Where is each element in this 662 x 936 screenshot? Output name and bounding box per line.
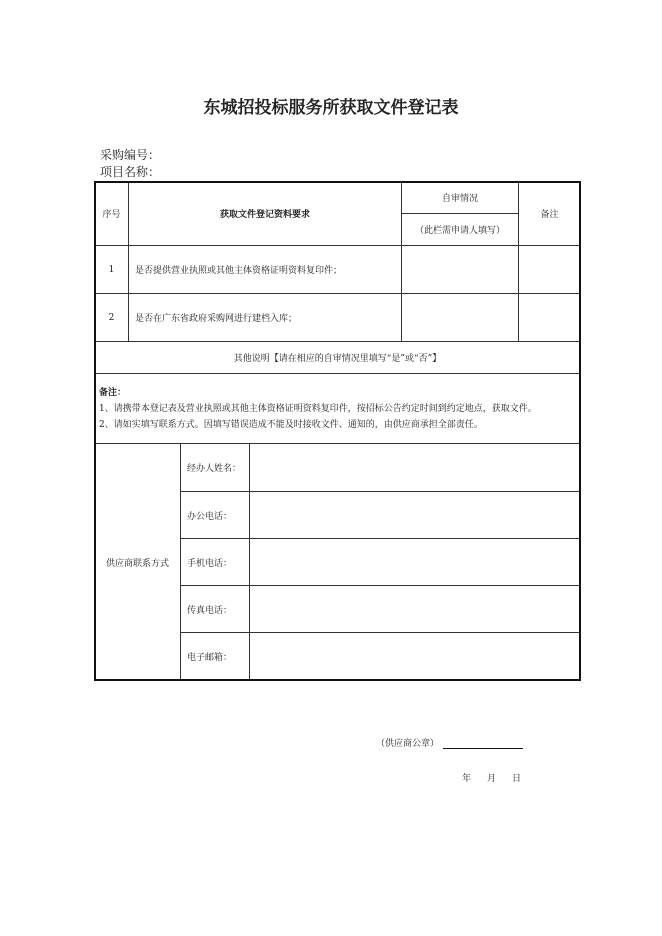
- date-month: 月: [487, 774, 497, 784]
- contact-label: 供应商联系方式: [94, 443, 181, 681]
- notes-section: [94, 373, 581, 444]
- header-no: 序号: [94, 181, 129, 246]
- contact-field-label: 手机电话：: [180, 538, 250, 586]
- contact-field-label: 办公电话：: [180, 491, 250, 539]
- remark-input[interactable]: [518, 293, 581, 342]
- note-item: 2、请如实填写联系方式。因填写错误造成不能及时接收文件、通知的，由供应商承担全部责任。: [99, 419, 483, 430]
- note-item: 1、请携带本登记表及营业执照或其他主体资格证明资料复印件，按招标公告约定时间到约定地点，获取文件。: [99, 403, 537, 414]
- fax-input[interactable]: [249, 585, 581, 633]
- contact-field-label: 传真电话：: [180, 585, 250, 633]
- row-no: 1: [94, 245, 129, 294]
- seal-label: （供应商公章）: [376, 739, 440, 749]
- contact-field-label: 经办人姓名：: [180, 443, 250, 492]
- notes-title: 备注：: [99, 387, 127, 398]
- header-self-check: 自审情况: [401, 181, 519, 214]
- row-requirement: 是否在广东省政府采购网进行建档入库；: [128, 293, 402, 342]
- seal-area: [376, 736, 523, 749]
- seal-line[interactable]: [443, 738, 523, 749]
- self-check-input[interactable]: [401, 293, 519, 342]
- remark-input[interactable]: [518, 245, 581, 294]
- mobile-phone-input[interactable]: [249, 538, 581, 586]
- header-self-check-note: （此栏需申请人填写）: [401, 213, 519, 246]
- header-remark: 备注: [518, 181, 581, 246]
- contact-name-input[interactable]: [249, 443, 581, 492]
- date-year: 年: [462, 774, 472, 784]
- office-phone-input[interactable]: [249, 491, 581, 539]
- procurement-no-label: 采购编号：: [100, 148, 161, 162]
- document-title: 东城招投标服务所获取文件登记表: [203, 98, 459, 118]
- row-requirement: 是否提供营业执照或其他主体资格证明资料复印件；: [128, 245, 402, 294]
- contact-field-label: 电子邮箱：: [180, 632, 250, 681]
- project-name-label: 项目名称：: [100, 165, 161, 179]
- other-note: 其他说明【请在相应的自审情况里填写“是”或“否”】: [94, 341, 581, 374]
- header-requirement: 获取文件登记资料要求: [128, 181, 402, 246]
- self-check-input[interactable]: [401, 245, 519, 294]
- email-input[interactable]: [249, 632, 581, 681]
- date-day: 日: [512, 774, 522, 784]
- row-no: 2: [94, 293, 129, 342]
- date-area: [462, 771, 521, 784]
